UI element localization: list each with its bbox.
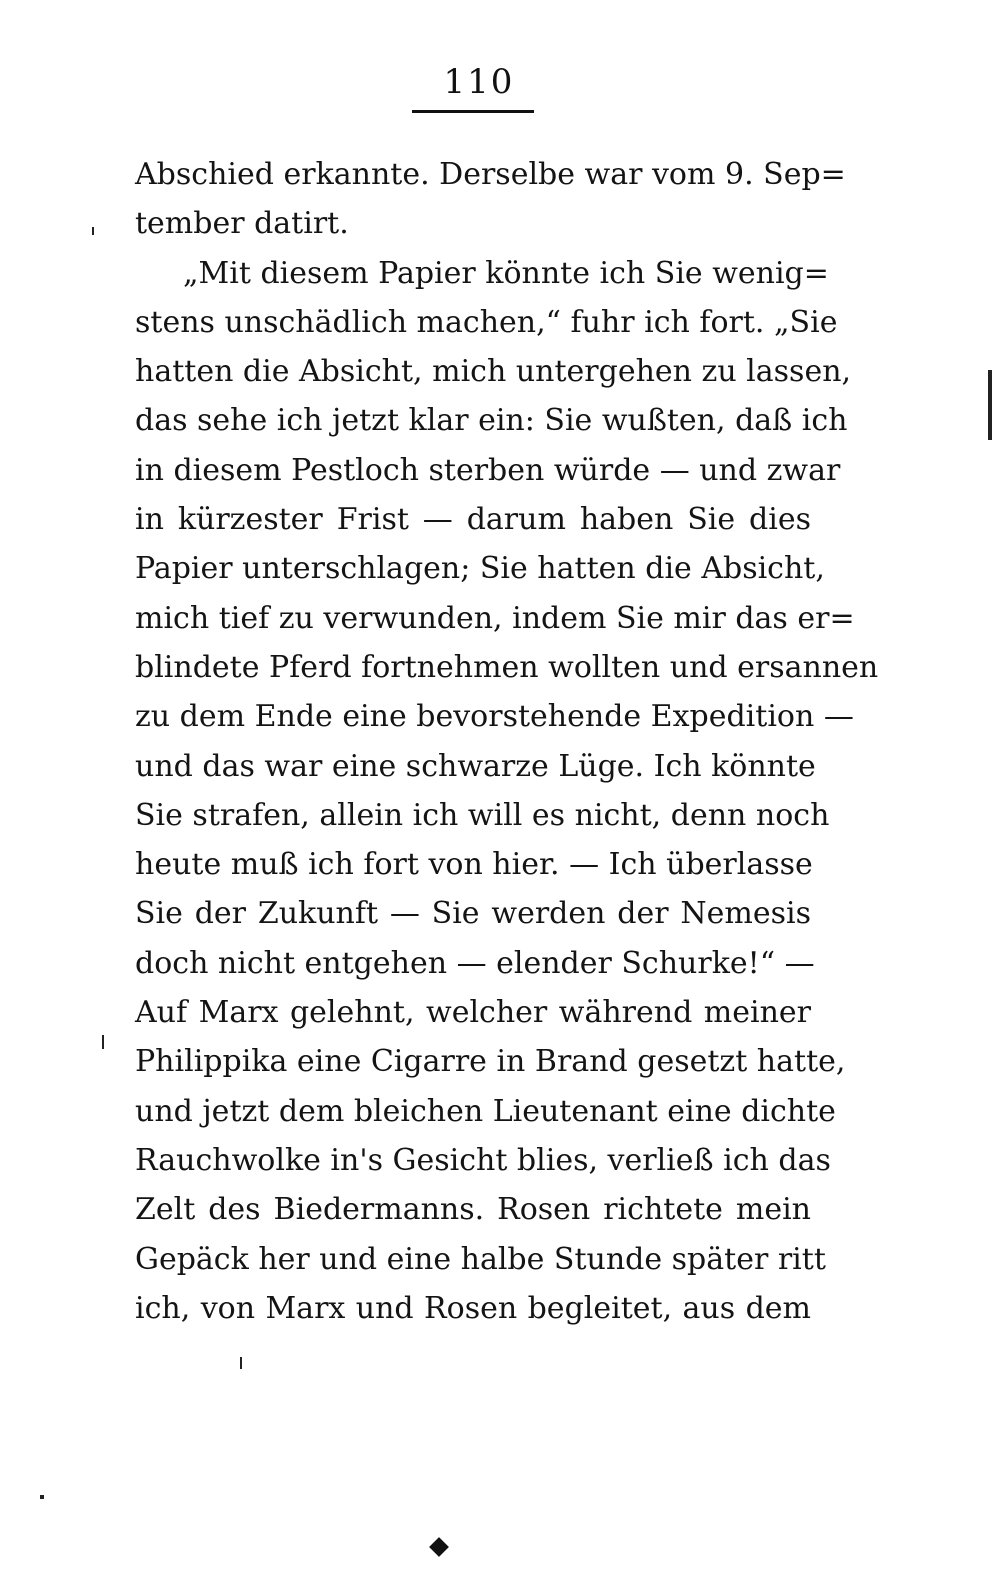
text-line: doch nicht entgehen — elender Schurke!“ — [135, 945, 815, 981]
text-line: Gepäck her und eine halbe Stunde später ritt [135, 1241, 826, 1277]
text-line: Sie der Zukunft — Sie werden der Nemesis [135, 896, 811, 932]
text-line: in diesem Pestloch sterben würde — und zwar [135, 452, 841, 488]
text-line: hatten die Absicht, mich untergehen zu lassen, [135, 354, 852, 390]
scan-speck [102, 1035, 104, 1049]
scan-edge-mark [988, 370, 992, 440]
text-line: das sehe ich jetzt klar ein: Sie wußten, daß ich [135, 403, 848, 439]
text-line: „Mit diesem Papier könnte ich Sie wenig= [183, 255, 829, 291]
text-line: Rauchwolke in's Gesicht blies, verließ ich das [135, 1142, 831, 1178]
text-line: in kürzester Frist — darum haben Sie dies [135, 502, 811, 538]
text-line: tember datirt. [135, 206, 349, 242]
text-line: stens unschädlich machen,“ fuhr ich fort. „Sie [135, 304, 838, 340]
text-line: blindete Pferd fortnehmen wollten und ersannen [135, 649, 879, 685]
text-line: zu dem Ende eine bevorstehende Expedition — [135, 699, 854, 735]
text-line: heute muß ich fort von hier. — Ich überlasse [135, 847, 813, 883]
text-line: Sie strafen, allein ich will es nicht, denn noch [135, 797, 830, 833]
page-number: 110 [443, 62, 515, 102]
body-text [135, 150, 879, 1333]
text-line: Philippika eine Cigarre in Brand gesetzt hatte, [135, 1044, 846, 1080]
text-line: und jetzt dem bleichen Lieutenant eine dichte [135, 1093, 836, 1129]
scan-speck [240, 1357, 242, 1369]
scan-speck [92, 227, 94, 235]
text-line: Zelt des Biedermanns. Rosen richtete mein [135, 1192, 811, 1228]
text-line: ich, von Marx und Rosen begleitet, aus dem [135, 1290, 811, 1326]
text-line: Auf Marx gelehnt, welcher während meiner [135, 995, 811, 1031]
text-line: und das war eine schwarze Lüge. Ich könnte [135, 748, 816, 784]
ornament-diamond-icon [429, 1537, 449, 1557]
text-line: Papier unterschlagen; Sie hatten die Absicht, [135, 551, 825, 587]
page-number-rule [412, 110, 534, 113]
text-line: Abschied erkannte. Derselbe war vom 9. Sep= [135, 157, 846, 192]
text-line: mich tief zu verwunden, indem Sie mir das er= [135, 600, 855, 636]
scan-speck [40, 1495, 44, 1499]
